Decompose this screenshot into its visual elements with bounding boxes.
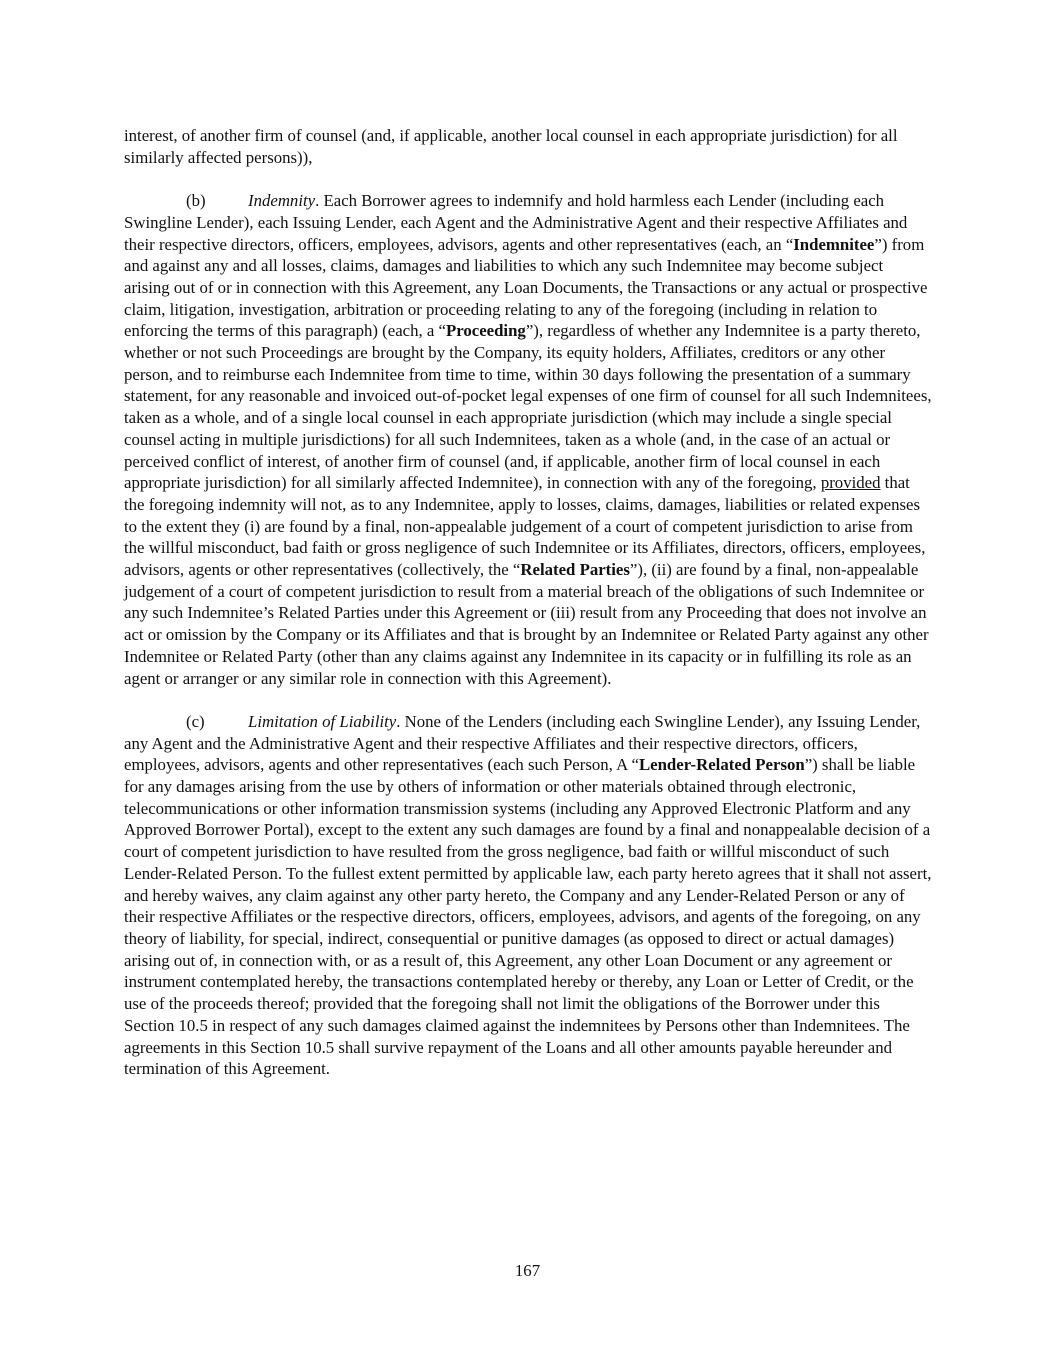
section-c-text-2: ”) shall be liable for any damages arising from the use by others of information or other materials obtained through electronic, telecommunications or other information transmission systems (including any Approved Electronic Platform and any Approved Borrower Portal), except to the extent any such damages are found by a final and nonappealable decision of a court of competent jurisdiction to have resulted from the gross negligence, bad faith or willful misconduct of such Lender-Related Person. To the fullest extent permitted by applicable law, each party hereto agrees that it shall not assert, and hereby waives, any claim against any other party hereto, the Company and any Lender-Related Person or any of their respective Affiliates or the respective directors, officers, employees, advisors, and agents of the foregoing, on any theory of liability, for special, indirect, consequential or punitive damages (as opposed to direct or actual damages) arising out of, in connection with, or as a result of, this Agreement, any other Loan Document or any agreement or instrument contemplated hereby, the transactions contemplated hereby or thereby, any Loan or Letter of Credit, or the use of the proceeds thereof; provided that the foregoing shall not limit the obligations of the Borrower under this Section 10.5 in respect of any such damages claimed against the indemnitees by Persons other than Indemnitees. The agreements in this Section 10.5 shall survive repayment of the Loans and all other amounts payable hereunder and termination of this Agreement. [124, 755, 932, 1079]
defined-term-indemnitee: Indemnitee [793, 234, 875, 254]
section-b-text-2: ”) from and against any and all losses, claims, damages and liabilities to which any such Indemnitee may become subject arising out of or in connection with this Agreement, any Loan Documents, the Transactions or any actual or prospective claim, litigation, investigation, arbitration or proceeding relating to any of the foregoing (including in relation to enforcing the terms of this paragraph) (each, a “ [124, 234, 928, 341]
section-c-text-1: . None of the Lenders (including each Swingline Lender), any Issuing Lender, any Agent and the Administrative Agent and their respective Affiliates and their respective directors, officers, employees, advisors, agents and other representatives (each such Person, A “ [124, 711, 921, 775]
section-b-heading: Indemnity [248, 191, 316, 211]
section-c-heading: Limitation of Liability [248, 711, 397, 731]
section-c-paragraph [124, 711, 932, 1080]
section-c-marker: (c) [186, 711, 205, 731]
defined-term-lender-related-person: Lender-Related Person [638, 755, 805, 775]
page-number: 167 [514, 1261, 541, 1280]
paragraph-spacer [124, 168, 932, 190]
defined-term-related-parties: Related Parties [520, 560, 630, 580]
section-b-text-5: ”), (ii) are found by a final, non-appealable judgement of a court of competent jurisdiction to result from a material breach of the obligations of such Indemnitee or any such Indemnitee’s Related Parties under this Agreement or (iii) result from any Proceeding that does not involve an act or omission by the Company or its Affiliates and that is brought by an Indemnitee or Related Party against any other Indemnitee or Related Party (other than any claims against any Indemnitee in its capacity or in fulfilling its role as an agent or arranger or any similar role in connection with this Agreement). [124, 560, 929, 688]
defined-term-proceeding: Proceeding [445, 321, 526, 341]
section-b-marker: (b) [186, 191, 206, 211]
section-b-paragraph [124, 190, 932, 689]
section-b-text-1: . Each Borrower agrees to indemnify and hold harmless each Lender (including each Swingline Lender), each Issuing Lender, each Agent and the Administrative Agent and their respective Affiliates and their respective directors, officers, employees, advisors, agents and other representatives (each, an “ [124, 191, 908, 254]
section-b-text-4: that the foregoing indemnity will not, as to any Indemnitee, apply to losses, claims, damages, liabilities or related expenses to the extent they (i) are found by a final, non-appealable judgement of a court of competent jurisdiction to arise from the willful misconduct, bad faith or gross negligence of such Indemnitee or its Affiliates, directors, officers, employees, advisors, agents or other representatives (collectively, the “ [124, 473, 926, 580]
paragraph-spacer [124, 689, 932, 711]
proviso-provided: provided [820, 473, 881, 493]
continuation-paragraph: interest, of another firm of counsel (and, if applicable, another local counsel in each appropriate jurisdiction) for all similarly affected persons)), [124, 126, 898, 167]
document-page [124, 125, 932, 1080]
section-b-text-3: ”), regardless of whether any Indemnitee is a party thereto, whether or not such Proceedings are brought by the Company, its equity holders, Affiliates, creditors or any other person, and to reimburse each Indemnitee from time to time, within 30 days following the presentation of a summary statement, for any reasonable and invoiced out-of-pocket legal expenses of one firm of counsel for all such Indemnitees, taken as a whole, and of a single local counsel in each appropriate jurisdiction (which may include a single special counsel acting in multiple jurisdictions) for all such Indemnitees, taken as a whole (and, in the case of an actual or perceived conflict of interest, of another firm of counsel (and, if applicable, another firm of local counsel in each appropriate jurisdiction) for all similarly affected Indemnitee), in connection with any of the foregoing, [124, 321, 932, 493]
